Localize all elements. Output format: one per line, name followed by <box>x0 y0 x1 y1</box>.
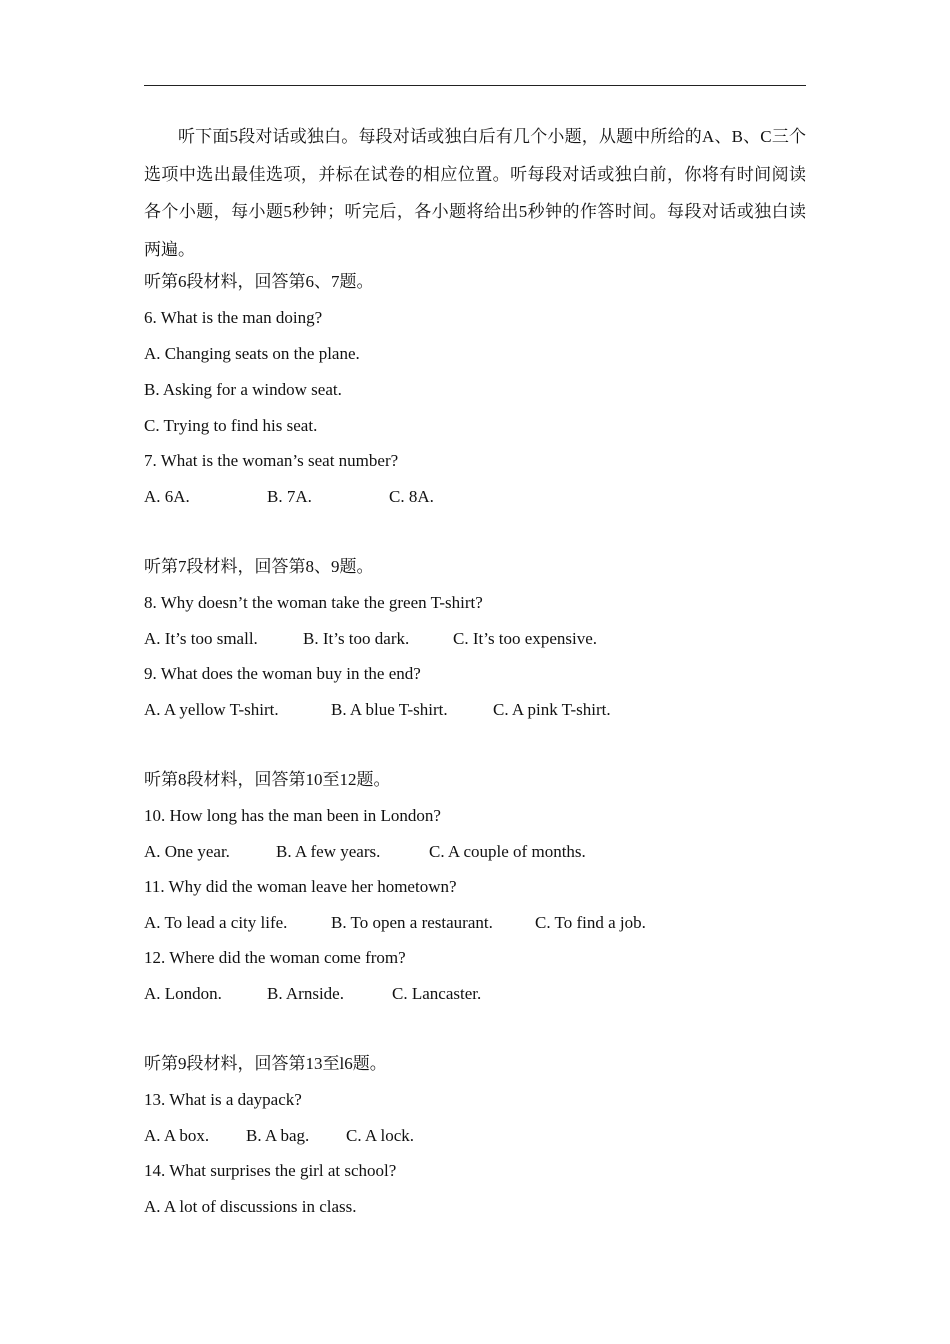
question-7: 7. What is the woman’s seat number? <box>144 451 399 470</box>
option-11c: C. To find a job. <box>535 913 646 932</box>
option-12c: C. Lancaster. <box>392 984 482 1003</box>
option-8a: A. It’s too small. <box>144 629 258 648</box>
options-row-7 <box>144 485 434 509</box>
option-13a: A. A box. <box>144 1126 210 1145</box>
option-8c: C. It’s too expensive. <box>453 629 598 648</box>
options-row-13 <box>144 1124 414 1148</box>
option-12a: A. London. <box>144 984 222 1003</box>
question-8: 8. Why doesn’t the woman take the green T-shirt? <box>144 593 483 612</box>
header-rule <box>144 85 806 86</box>
option-6b: B. Asking for a window seat. <box>144 380 342 399</box>
option-10b: B. A few years. <box>276 842 381 861</box>
section-heading: 听第7段材料，回答第8、9题。 <box>144 557 374 576</box>
option-7a: A. 6A. <box>144 487 190 506</box>
option-9b: B. A blue T-shirt. <box>331 700 448 719</box>
section-heading: 听第6段材料，回答第6、7题。 <box>144 272 374 291</box>
question-13: 13. What is a daypack? <box>144 1090 302 1109</box>
option-7c: C. 8A. <box>389 487 434 506</box>
options-row-9 <box>144 698 611 722</box>
option-11a: A. To lead a city life. <box>144 913 288 932</box>
option-7b: B. 7A. <box>267 487 312 506</box>
question-12: 12. Where did the woman come from? <box>144 948 406 967</box>
question-11: 11. Why did the woman leave her hometown? <box>144 877 457 896</box>
option-12b: B. Arnside. <box>267 984 344 1003</box>
option-10a: A. One year. <box>144 842 230 861</box>
instructions-paragraph: 听下面5段对话或独白。每段对话或独白后有几个小题，从题中所给的A、B、C三个选项中选出最佳选项，并标在试卷的相应位置。听每段对话或独白前，你将有时间阅读各个小题，每小题5秒钟；听完后，各小题将给出5秒钟的作答时间。每段对话或独白读两遍。 <box>144 127 806 259</box>
option-9a: A. A yellow T-shirt. <box>144 700 279 719</box>
options-row-8 <box>144 627 597 651</box>
options-row-12 <box>144 982 481 1006</box>
question-6: 6. What is the man doing? <box>144 308 323 327</box>
option-8b: B. It’s too dark. <box>303 629 410 648</box>
option-11b: B. To open a restaurant. <box>331 913 493 932</box>
option-14a: A. A lot of discussions in class. <box>144 1197 357 1216</box>
option-9c: C. A pink T-shirt. <box>493 700 611 719</box>
section-heading: 听第9段材料，回答第13至l6题。 <box>144 1054 387 1073</box>
section-heading: 听第8段材料，回答第10至12题。 <box>144 770 391 789</box>
options-row-11 <box>144 911 646 935</box>
option-6a: A. Changing seats on the plane. <box>144 344 360 363</box>
question-14: 14. What surprises the girl at school? <box>144 1161 397 1180</box>
question-10: 10. How long has the man been in London? <box>144 806 441 825</box>
option-13c: C. A lock. <box>346 1126 415 1145</box>
options-row-10 <box>144 840 586 864</box>
option-10c: C. A couple of months. <box>429 842 586 861</box>
option-6c: C. Trying to find his seat. <box>144 416 318 435</box>
option-13b: B. A bag. <box>246 1126 310 1145</box>
question-9: 9. What does the woman buy in the end? <box>144 664 421 683</box>
